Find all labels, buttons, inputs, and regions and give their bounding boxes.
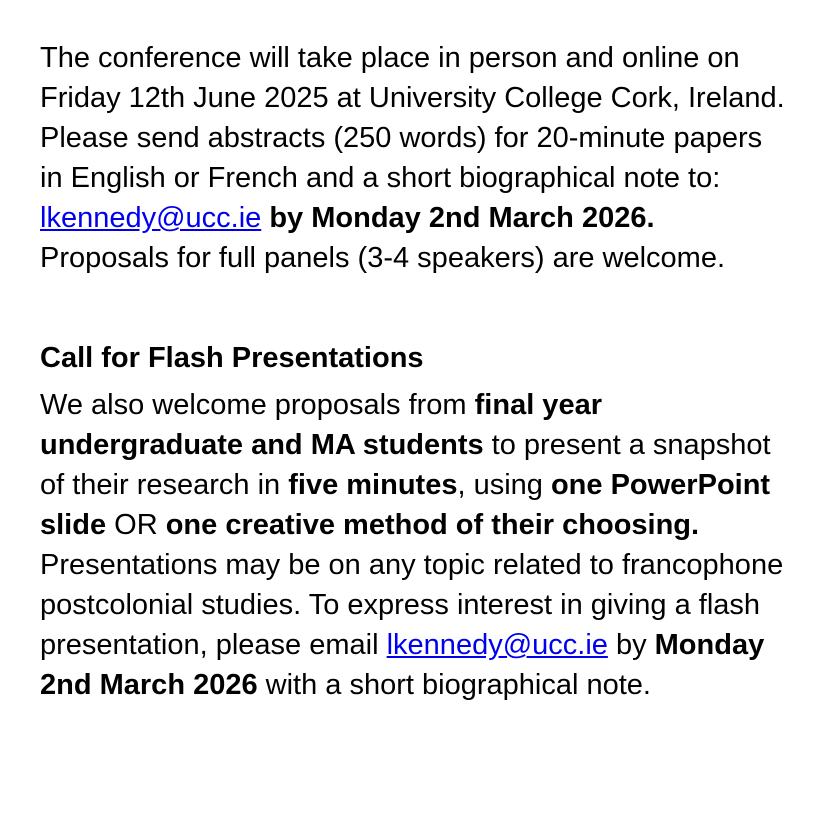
- paragraph-spacer: [40, 278, 790, 318]
- flash-text-1: We also welcome proposals from: [40, 389, 475, 421]
- intro-deadline: by Monday 2nd March 2026.: [269, 202, 655, 234]
- flash-bold-3: one PowerPoint slide: [40, 469, 771, 541]
- intro-paragraph: [40, 38, 790, 278]
- flash-text-6: by: [607, 629, 655, 661]
- document-body: [40, 38, 790, 705]
- flash-bold-1: final year undergraduate and MA students: [40, 389, 602, 461]
- email-link-1[interactable]: lkennedy@ucc.ie: [40, 202, 262, 234]
- intro-text-3: Proposals for full panels (3-4 speakers) are welcome.: [40, 242, 726, 274]
- flash-bold-2: five minutes: [288, 469, 458, 501]
- intro-text-1: The conference will take place in person and online on Friday 12th June 2025 at University College Cork, Ireland. Please send abstracts (250 words) for 20-minute papers in English or French and a short biographical note to:: [40, 42, 785, 194]
- flash-text-7: with a short biographical note.: [257, 669, 651, 701]
- flash-text-5: Presentations may be on any topic related to francophone postcolonial studies. To express interest in giving a flash presentation, please email: [40, 549, 784, 661]
- flash-bold-5: Monday 2nd March 2026: [40, 629, 765, 701]
- flash-text-4: OR: [106, 509, 166, 541]
- flash-text-2: to present a snapshot of their research in: [40, 429, 771, 501]
- flash-paragraph: [40, 385, 790, 705]
- email-link-2[interactable]: lkennedy@ucc.ie: [386, 629, 608, 661]
- section-heading: Call for Flash Presentations: [40, 342, 424, 374]
- flash-bold-4: one creative method of their choosing.: [165, 509, 700, 541]
- flash-text-3: , using: [457, 469, 551, 501]
